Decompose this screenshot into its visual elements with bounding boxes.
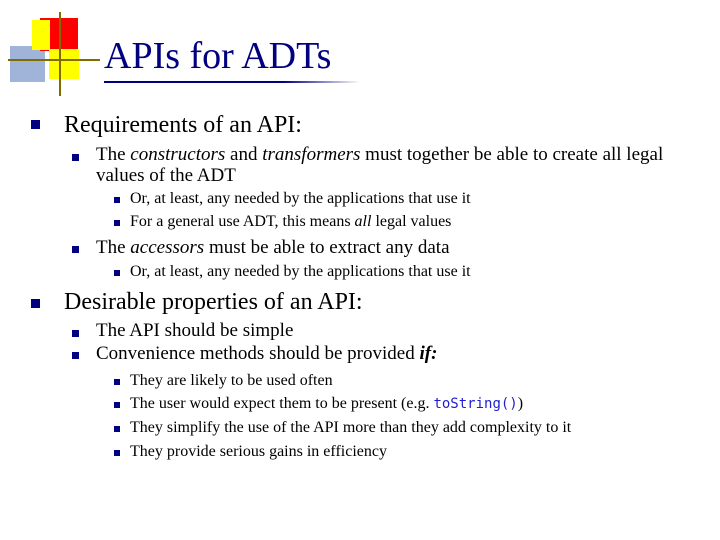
bullet-square <box>114 450 120 456</box>
bullet-any-needed-1: Or, at least, any needed by the applications that use it <box>130 190 471 207</box>
slide-logo <box>0 0 100 100</box>
bullet-requirements: Requirements of an API: <box>64 112 302 138</box>
bullet-convenience: Convenience methods should be provided if: <box>96 343 438 364</box>
bullet-simplify: They simplify the use of the API more than they add complexity to it <box>130 419 572 436</box>
bullet-constructors-line1: The constructors and transformers must together be able to create all legal <box>96 144 664 165</box>
bullet-square <box>114 197 120 203</box>
bullet-square <box>31 299 40 308</box>
bullet-general-use: For a general use ADT, this means all legal values <box>130 213 452 230</box>
logo-blue-square <box>10 46 45 82</box>
bullet-square <box>72 352 79 359</box>
bullet-used-often: They are likely to be used often <box>130 372 333 389</box>
logo-yellow-strip <box>32 20 50 50</box>
bullet-square <box>72 154 79 161</box>
bullet-square <box>114 379 120 385</box>
bullet-square <box>114 270 120 276</box>
tostring-code: toString() <box>433 396 518 412</box>
logo-yellow-square <box>49 49 79 79</box>
bullet-square <box>72 246 79 253</box>
bullet-square <box>72 330 79 337</box>
bullet-efficiency: They provide serious gains in efficiency <box>130 443 387 460</box>
bullet-square <box>31 120 40 129</box>
bullet-square <box>114 220 120 226</box>
slide-title: APIs for ADTs <box>104 35 332 77</box>
bullet-api-simple: The API should be simple <box>96 320 294 341</box>
bullet-square <box>114 402 120 408</box>
title-underline <box>104 81 360 83</box>
bullet-square <box>114 426 120 432</box>
bullet-user-expect: The user would expect them to be present (e.g. toString()) <box>130 395 524 412</box>
bullet-accessors: The accessors must be able to extract any data <box>96 237 450 258</box>
bullet-desirable: Desirable properties of an API: <box>64 289 363 315</box>
bullet-any-needed-2: Or, at least, any needed by the applications that use it <box>130 263 471 280</box>
bullet-constructors-line2: values of the ADT <box>96 165 236 186</box>
